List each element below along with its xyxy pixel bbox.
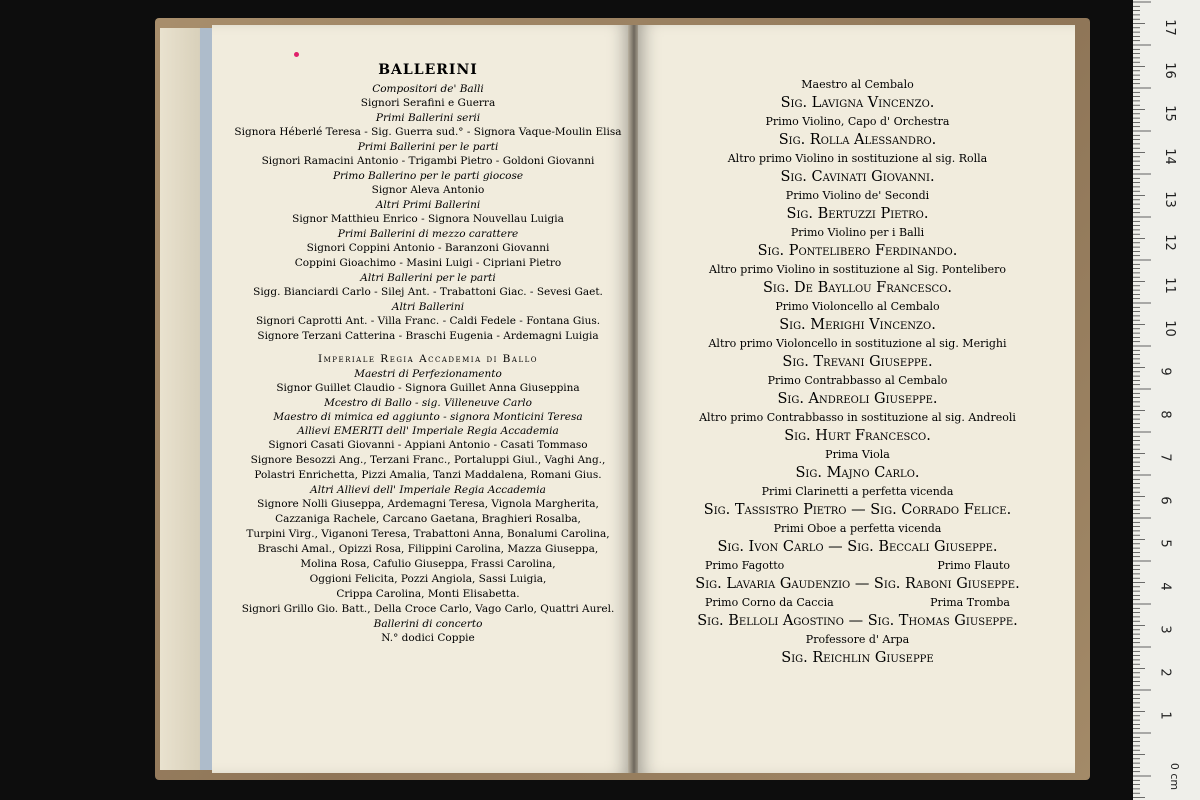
instrument-role: Primi Oboe a perfetta vicenda — [773, 522, 942, 535]
instrument-role: Primo Fagotto — [705, 559, 785, 572]
academy-blocks — [228, 367, 628, 646]
musician-name: Sig. Pontelibero Ferdinando. — [757, 243, 958, 259]
ruler-number: 16 — [1161, 62, 1177, 79]
instrument-role: Primi Clarinetti a perfetta vicenda — [761, 485, 954, 498]
measurement-ruler — [1133, 0, 1200, 800]
musician-name: Sig. Andreoli Giuseppe. — [777, 391, 938, 407]
section-heading: Allievi EMERITI dell' Imperiale Regia Accademia — [297, 425, 559, 437]
performer-line: Signor Matthieu Enrico - Signora Nouvellau Luigia — [292, 213, 564, 225]
performer-line: Signore Terzani Catterina - Braschi Eugenia - Ardemagni Luigia — [257, 330, 599, 342]
orchestra-pairs — [645, 557, 1070, 631]
musician-name: Sig. Ivon Carlo — Sig. Beccali Giuseppe. — [717, 539, 998, 555]
section-heading: Primi Ballerini serii — [375, 112, 481, 124]
section-heading: Primi Ballerini di mezzo carattere — [337, 228, 519, 240]
performer-line: Signori Ramacini Antonio - Trigambi Pietro - Goldoni Giovanni — [261, 155, 595, 167]
ink-mark — [294, 52, 299, 57]
instrument-role: Primo Violino, Capo d' Orchestra — [765, 115, 950, 128]
section-heading: Compositori de' Balli — [372, 83, 484, 95]
ballerini-title: BALLERINI — [378, 62, 478, 78]
ruler-number: 11 — [1161, 277, 1177, 294]
performer-line: Signori Casati Giovanni - Appiani Antonio - Casati Tommaso — [268, 439, 588, 451]
ruler-ticks — [1133, 0, 1153, 800]
section-heading: Altri Ballerini — [391, 301, 465, 313]
performer-line: N.° dodici Coppie — [381, 632, 475, 644]
ruler-unit: 0 cm — [1168, 762, 1182, 791]
performer-line: Signori Coppini Antonio - Baranzoni Giovanni — [306, 242, 550, 254]
musician-name: Sig. Bertuzzi Pietro. — [786, 206, 929, 222]
musician-name: Sig. Lavaria Gaudenzio — Sig. Raboni Giuseppe. — [695, 576, 1020, 592]
section-heading: Altri Ballerini per le parti — [360, 272, 496, 284]
ruler-number: 14 — [1161, 148, 1177, 165]
ruler-number: 2 — [1157, 668, 1173, 677]
musician-name: Sig. Tassistro Pietro — Sig. Corrado Felice. — [703, 502, 1012, 518]
ruler-number: 8 — [1157, 410, 1173, 419]
instrument-role: Altro primo Violino in sostituzione al Sig. Pontelibero — [709, 263, 1006, 276]
section-heading: Mcestro di Ballo - sig. Villeneuve Carlo — [324, 397, 532, 409]
ruler-number: 5 — [1157, 539, 1173, 548]
instrument-role: Primo Contrabbasso al Cembalo — [767, 374, 948, 387]
performer-line: Oggioni Felicita, Pozzi Angiola, Sassi Luigia, — [309, 573, 547, 585]
academy-title: Imperiale Regia Accademia di Ballo — [317, 353, 538, 365]
instrument-role: Primo Violino per i Balli — [790, 226, 925, 239]
instrument-role: Primo Flauto — [937, 559, 1010, 572]
ruler-number: 12 — [1161, 234, 1177, 251]
instrument-role: Primo Violino de' Secondi — [785, 189, 930, 202]
ruler-number: 6 — [1157, 496, 1173, 505]
performer-line: Signori Grillo Gio. Batt., Della Croce Carlo, Vago Carlo, Quattri Aurel. — [241, 603, 615, 615]
musician-name: Sig. Cavinati Giovanni. — [780, 169, 935, 185]
musician-name: Sig. Rolla Alessandro. — [778, 132, 937, 148]
ruler-number: 10 — [1161, 320, 1177, 337]
section-heading: Altri Primi Ballerini — [375, 199, 481, 211]
harp-name: Sig. Reichlin Giuseppe — [781, 650, 934, 666]
binding-strip — [200, 28, 212, 770]
performer-line: Signor Aleva Antonio — [371, 184, 485, 196]
performer-line: Coppini Gioachimo - Masini Luigi - Cipriani Pietro — [294, 257, 562, 269]
musician-name: Sig. De Bayllou Francesco. — [762, 280, 953, 296]
performer-line: Signore Besozzi Ang., Terzani Franc., Portaluppi Giul., Vaghi Ang., — [250, 454, 606, 466]
ruler-number: 3 — [1157, 625, 1173, 634]
instrument-role: Prima Viola — [825, 448, 890, 461]
instrument-role-pair — [645, 594, 1070, 611]
instrument-role: Maestro al Cembalo — [801, 78, 914, 91]
performer-line: Molina Rosa, Cafulio Giuseppa, Frassi Carolina, — [300, 558, 556, 570]
harp-role: Professore d' Arpa — [805, 633, 910, 646]
instrument-role: Prima Tromba — [930, 596, 1010, 609]
performer-line: Sigg. Bianciardi Carlo - Silej Ant. - Trabattoni Giac. - Sevesi Gaet. — [253, 286, 603, 298]
ruler-number: 9 — [1157, 367, 1173, 376]
ruler-number: 17 — [1161, 19, 1177, 36]
instrument-role: Altro primo Contrabbasso in sostituzione al sig. Andreoli — [699, 411, 1016, 424]
ruler-number: 7 — [1157, 453, 1173, 462]
ruler-number: 1 — [1157, 711, 1173, 720]
musician-name: Sig. Trevani Giuseppe. — [782, 354, 933, 370]
instrument-role-pair — [645, 557, 1070, 574]
section-heading: Ballerini di concerto — [373, 618, 483, 630]
performer-line: Crippa Carolina, Monti Elisabetta. — [336, 588, 520, 600]
orchestra-column — [645, 76, 1070, 668]
musician-name: Sig. Hurt Francesco. — [784, 428, 931, 444]
ballerini-blocks — [228, 82, 628, 344]
section-heading: Primo Ballerino per le parti giocose — [332, 170, 524, 182]
performer-line: Polastri Enrichetta, Pizzi Amalia, Tanzi Maddalena, Romani Gius. — [254, 469, 602, 481]
instrument-role: Primo Corno da Caccia — [705, 596, 834, 609]
musician-name: Sig. Majno Carlo. — [795, 465, 920, 481]
performer-line: Cazzaniga Rachele, Carcano Gaetana, Braghieri Rosalba, — [275, 513, 581, 525]
musician-name: Sig. Lavigna Vincenzo. — [780, 95, 935, 111]
musician-name: Sig. Belloli Agostino — Sig. Thomas Giuseppe. — [697, 613, 1018, 629]
orchestra-entries — [645, 76, 1070, 557]
instrument-role: Altro primo Violino in sostituzione al sig. Rolla — [727, 152, 988, 165]
section-heading: Altri Allievi dell' Imperiale Regia Accademia — [310, 484, 546, 496]
ruler-number: 13 — [1161, 191, 1177, 208]
section-heading: Maestri di Perfezionamento — [354, 368, 502, 380]
performer-line: Signori Serafini e Guerra — [360, 97, 496, 109]
ruler-number: 4 — [1157, 582, 1173, 591]
instrument-role: Altro primo Violoncello in sostituzione al sig. Merighi — [708, 337, 1007, 350]
ballerini-column — [228, 62, 628, 646]
instrument-role: Primo Violoncello al Cembalo — [775, 300, 940, 313]
performer-line: Signore Nolli Giuseppa, Ardemagni Teresa, Vignola Margherita, — [257, 498, 599, 510]
section-heading: Maestro di mimica ed aggiunto - signora Monticini Teresa — [273, 411, 583, 423]
performer-line: Signora Héberlé Teresa - Sig. Guerra sud.° - Signora Vaque-Moulin Elisa — [234, 126, 622, 138]
musician-name: Sig. Merighi Vincenzo. — [779, 317, 936, 333]
ruler-number: 15 — [1161, 105, 1177, 122]
section-heading: Primi Ballerini per le parti — [357, 141, 499, 153]
performer-line: Signori Caprotti Ant. - Villa Franc. - Caldi Fedele - Fontana Gius. — [255, 315, 601, 327]
performer-line: Signor Guillet Claudio - Signora Guillet Anna Giuseppina — [276, 382, 580, 394]
performer-line: Braschi Amal., Opizzi Rosa, Filippini Carolina, Mazza Giuseppa, — [257, 543, 599, 555]
performer-line: Turpini Virg., Viganoni Teresa, Trabattoni Anna, Bonalumi Carolina, — [246, 528, 610, 540]
